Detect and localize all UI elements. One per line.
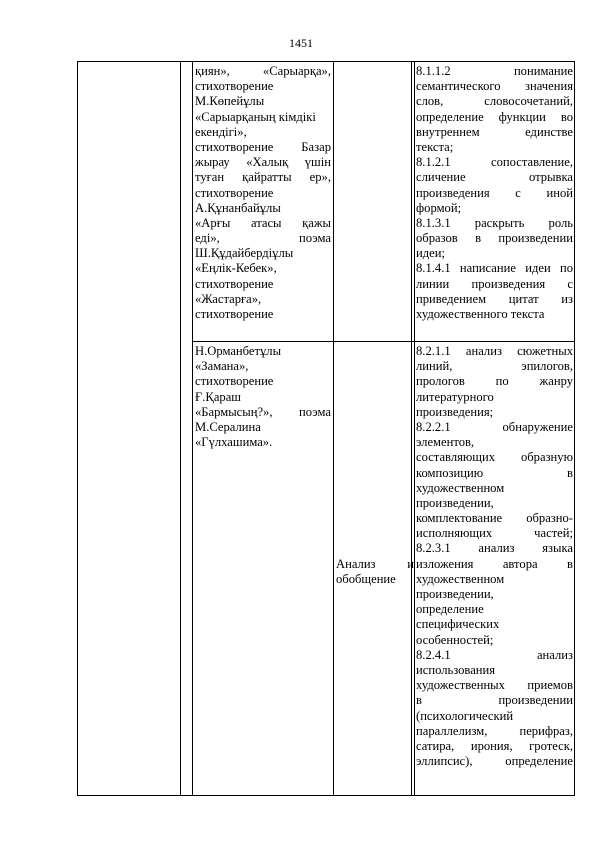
works-line: М.Сералина xyxy=(195,419,261,434)
objective-line: формой; xyxy=(416,200,462,215)
table-column-divider xyxy=(180,61,181,796)
objective-line: художественном xyxy=(416,480,505,495)
objective-line: художественном xyxy=(416,571,505,586)
objective-line: сличение отрывка xyxy=(416,170,573,185)
works-line: жырау «Халық үшін xyxy=(195,155,331,170)
objective-line: (психологический xyxy=(416,708,514,723)
objective-line: внутреннем единстве xyxy=(416,124,573,139)
table-row-divider xyxy=(192,341,575,342)
works-line: қиян», «Сарыарқа», xyxy=(195,64,331,78)
table-border-left xyxy=(77,61,78,796)
objective-line: композицию в xyxy=(416,465,573,480)
works-line: стихотворение xyxy=(195,276,274,291)
page-number: 1451 xyxy=(289,36,313,50)
objective-line: комплектование образно- xyxy=(416,511,573,526)
skill-line: Анализ и xyxy=(336,557,414,571)
objective-line: 8.1.1.2 понимание xyxy=(416,64,573,78)
table-column-divider xyxy=(414,61,415,796)
table-border-right xyxy=(574,61,575,796)
objective-line: в произведении xyxy=(416,693,573,708)
objective-line: произведения с иной xyxy=(416,185,573,200)
objective-line: эллипсис), определение xyxy=(416,754,573,769)
objective-line: слов, словосочетаний, xyxy=(416,94,573,109)
works-line: «Бармысың?», поэма xyxy=(195,404,331,419)
objectives-cell-top xyxy=(416,64,573,322)
skill-cell xyxy=(336,557,414,587)
objective-line: элементов, xyxy=(416,435,475,450)
objective-line: приведением цитат из xyxy=(416,291,573,306)
works-line: Ш.Құдайбердіұлы xyxy=(195,246,294,261)
objective-line: 8.2.4.1 анализ xyxy=(416,647,573,662)
objective-line: определение функции во xyxy=(416,109,573,124)
objective-line: семантического значения xyxy=(416,79,573,94)
works-line: Н.Орманбетұлы xyxy=(195,344,282,358)
objective-line: произведении, xyxy=(416,495,494,510)
objective-line: изложения автора в xyxy=(416,556,573,571)
works-line: «Жастарға», xyxy=(195,291,262,306)
works-line: туған қайратты ер», xyxy=(195,170,331,185)
objective-line: особенностей; xyxy=(416,632,494,647)
objective-line: произведении, xyxy=(416,587,494,601)
skill-line: обобщение xyxy=(336,572,396,587)
objective-line: образов в произведении xyxy=(416,231,573,246)
objective-line: линий, эпилогов, xyxy=(416,359,573,374)
objective-line: исполняющих частей; xyxy=(416,526,573,541)
works-line: «Еңлік-Кебек», xyxy=(195,261,277,276)
works-line: екендігі», xyxy=(195,124,247,139)
objective-line: специфических xyxy=(416,617,500,632)
works-line: «Сарыарқаның кімдікі xyxy=(195,109,316,124)
works-cell-top xyxy=(195,64,331,322)
objective-line: 8.2.3.1 анализ языка xyxy=(416,541,573,556)
works-line: стихотворение xyxy=(195,374,274,389)
objective-line: 8.1.2.1 сопоставление, xyxy=(416,155,573,170)
objective-line: текста; xyxy=(416,139,454,154)
objective-line: художественного текста xyxy=(416,307,545,321)
objective-line: произведения; xyxy=(416,404,494,419)
objective-line: сатира, ирония, гротеск, xyxy=(416,738,573,753)
objective-line: линии произведения с xyxy=(416,276,573,291)
table-border-top xyxy=(77,61,575,62)
objective-line: художественных приемов xyxy=(416,678,573,693)
works-line: Ғ.Қараш xyxy=(195,389,242,404)
objectives-cell-bottom xyxy=(416,344,573,769)
works-line: стихотворение xyxy=(195,79,274,94)
works-cell-bottom xyxy=(195,344,331,450)
objective-line: 8.2.2.1 обнаружение xyxy=(416,419,573,434)
table-column-divider xyxy=(411,61,412,796)
objective-line: параллелизм, перифраз, xyxy=(416,723,573,738)
objective-line: 8.2.1.1 анализ сюжетных xyxy=(416,344,573,358)
objective-line: прологов по жанру xyxy=(416,374,573,389)
table-column-divider xyxy=(333,61,334,796)
table-border-bottom xyxy=(77,795,575,796)
works-line: «Арғы атасы қажы xyxy=(195,215,331,230)
objective-line: определение xyxy=(416,602,484,617)
objective-line: 8.1.3.1 раскрыть роль xyxy=(416,215,573,230)
works-line: стихотворение xyxy=(195,185,274,200)
objective-line: использования xyxy=(416,662,496,677)
works-line: «Гүлхашима». xyxy=(195,435,273,450)
works-line: еді», поэма xyxy=(195,231,331,246)
objective-line: составляющих образную xyxy=(416,450,573,465)
objective-line: литературного xyxy=(416,389,494,404)
works-line: «Замана», xyxy=(195,359,249,374)
works-line: А.Құнанбайұлы xyxy=(195,200,281,215)
table-column-divider xyxy=(192,61,193,796)
works-line: стихотворение xyxy=(195,307,274,321)
works-line: М.Көпейұлы xyxy=(195,94,265,109)
objective-line: идеи; xyxy=(416,246,445,261)
objective-line: 8.1.4.1 написание идеи по xyxy=(416,261,573,276)
works-line: стихотворение Базар xyxy=(195,139,331,154)
